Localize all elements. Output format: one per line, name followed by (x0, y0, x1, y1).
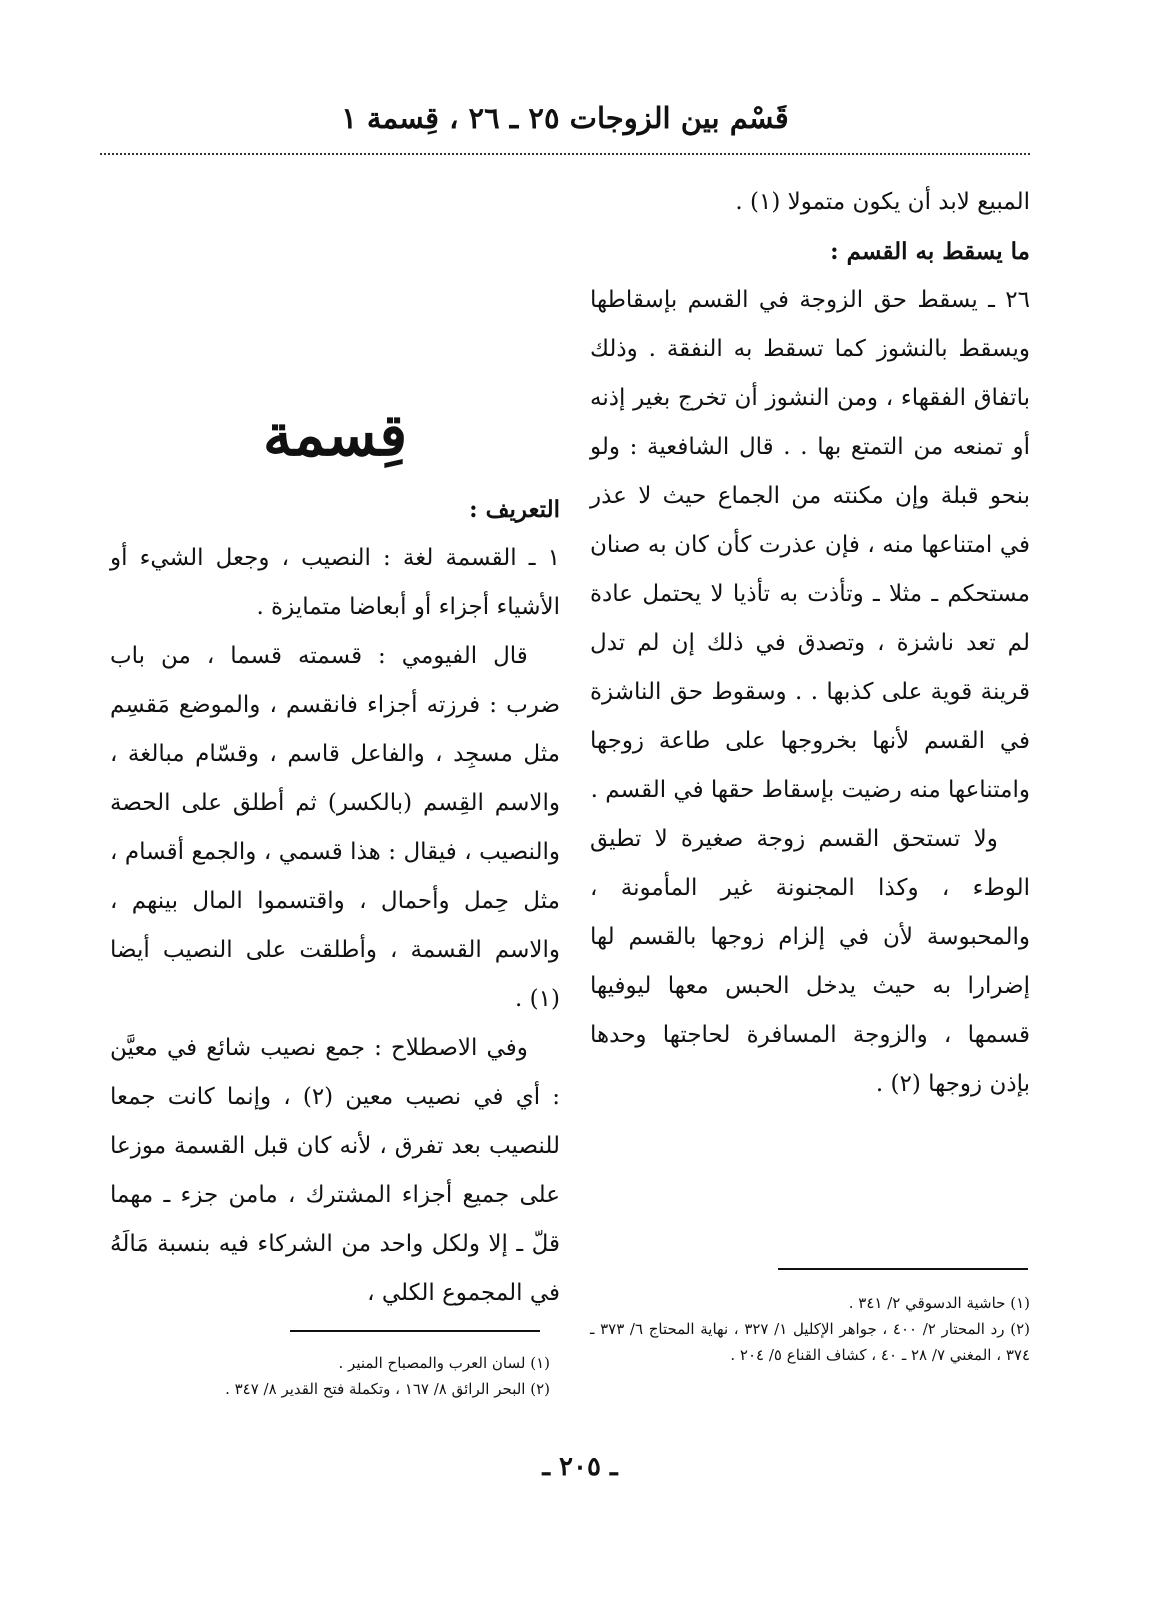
footnote-rule-right (778, 1268, 1028, 1270)
subheading-definition: التعريف : (469, 496, 560, 523)
paragraph-fayyumi: قال الفيومي : قسمته قسما ، من باب ضرب : فرزته أجزاء فانقسم ، والموضع مَقسِم مثل مسجِد ، والفاعل قاسم ، وقسّام مبالغة ، والاسم القِسم (بالكسر) ثم أطلق على الحصة والنصيب ، فيقال : هذا قسمي ، والجمع أقسام ، مثل حِمل وأحمال ، واقتسموا المال بينهم ، والاسم القسمة ، وأطلقت على النصيب أيضا (١) . (110, 643, 560, 1012)
header-dotted-rule (100, 153, 1030, 155)
footnotes-right (590, 1290, 1030, 1368)
footnote-item: (٢) البحر الرائق ٨/ ١٦٧ ، وتكملة فتح القدير ٨/ ٣٤٧ . (225, 1380, 550, 1398)
footnote-rule-left (290, 1330, 540, 1332)
page-number: ـ ٢٠٥ ـ (542, 1452, 618, 1482)
paragraph-not-entitled: ولا تستحق القسم زوجة صغيرة لا تطيق الوطء ، وكذا المجنونة غير المأمونة ، والمحبوسة لأن في إلزام زوجها بالقسم لها إضرارا به حيث يدخل الحبس معها ليوفيها قسمها ، والزوجة المسافرة لحاجتها وحدها بإذن زوجها (٢) . (590, 826, 1030, 1097)
paragraph-26: ٢٦ ـ يسقط حق الزوجة في القسم بإسقاطها ويسقط بالنشوز كما تسقط به النفقة . وذلك باتفاق الفقهاء ، ومن النشوز أن تخرج بغير إذنه أو تمنعه من التمتع بها . . قال الشافعية : ولو بنحو قبلة وإن مكنته من الجماع حيث لا عذر في امتناعها منه ، فإن عذرت كأن كان به صنان مستحكم ـ مثلا ـ وتأذت به تأذيا لا يحتمل عادة لم تعد ناشزة ، وتصدق في ذلك إن لم تدل قرينة قوية على كذبها . . وسقوط حق الناشزة في القسم لأنها بخروجها على طاعة زوجها وامتناعها منه رضيت بإسقاط حقها في القسم . (590, 287, 1030, 803)
subheading-what-drops-qasm: ما يسقط به القسم : (830, 238, 1030, 265)
running-head: قَسْم بين الزوجات ٢٥ ـ ٢٦ ، قِسمة ١ (341, 101, 789, 135)
footnotes-left (110, 1350, 550, 1402)
section-title: قِسمة (262, 401, 408, 469)
footnote-item: (١) لسان العرب والمصباح المنير . (338, 1354, 550, 1372)
footnote-item: (٢) رد المحتار ٢/ ٤٠٠ ، جواهر الإكليل ١/ ٣٢٧ ، نهاية المحتاج ٦/ ٣٧٣ ـ ٣٧٤ ، المغني ٧/ ٢٨ ـ ٤٠ ، كشاف القناع ٥/ ٢٠٤ . (590, 1320, 1030, 1364)
paragraph-1: ١ ـ القسمة لغة : النصيب ، وجعل الشيء أو الأشياء أجزاء أو أبعاضا متمايزة . (110, 545, 560, 620)
paragraph-terminology: وفي الاصطلاح : جمع نصيب شائع في معيَّن : أي في نصيب معين (٢) ، وإنما كانت جمعا للنصيب بعد تفرق ، لأنه كان قبل القسمة موزعا على جميع أجزاء المشترك ، مامن جزء ـ مهما قلّ ـ إلا ولكل واحد من الشركاء فيه بنسبة مَالَهُ في المجموع الكلي ، (110, 1035, 560, 1306)
footnote-item: (١) حاشية الدسوقي ٢/ ٣٤١ . (848, 1294, 1030, 1312)
continuation-text: المبيع لابد أن يكون متمولا (١) . (735, 189, 1030, 215)
left-column (110, 390, 560, 1318)
right-column (590, 178, 1030, 1109)
